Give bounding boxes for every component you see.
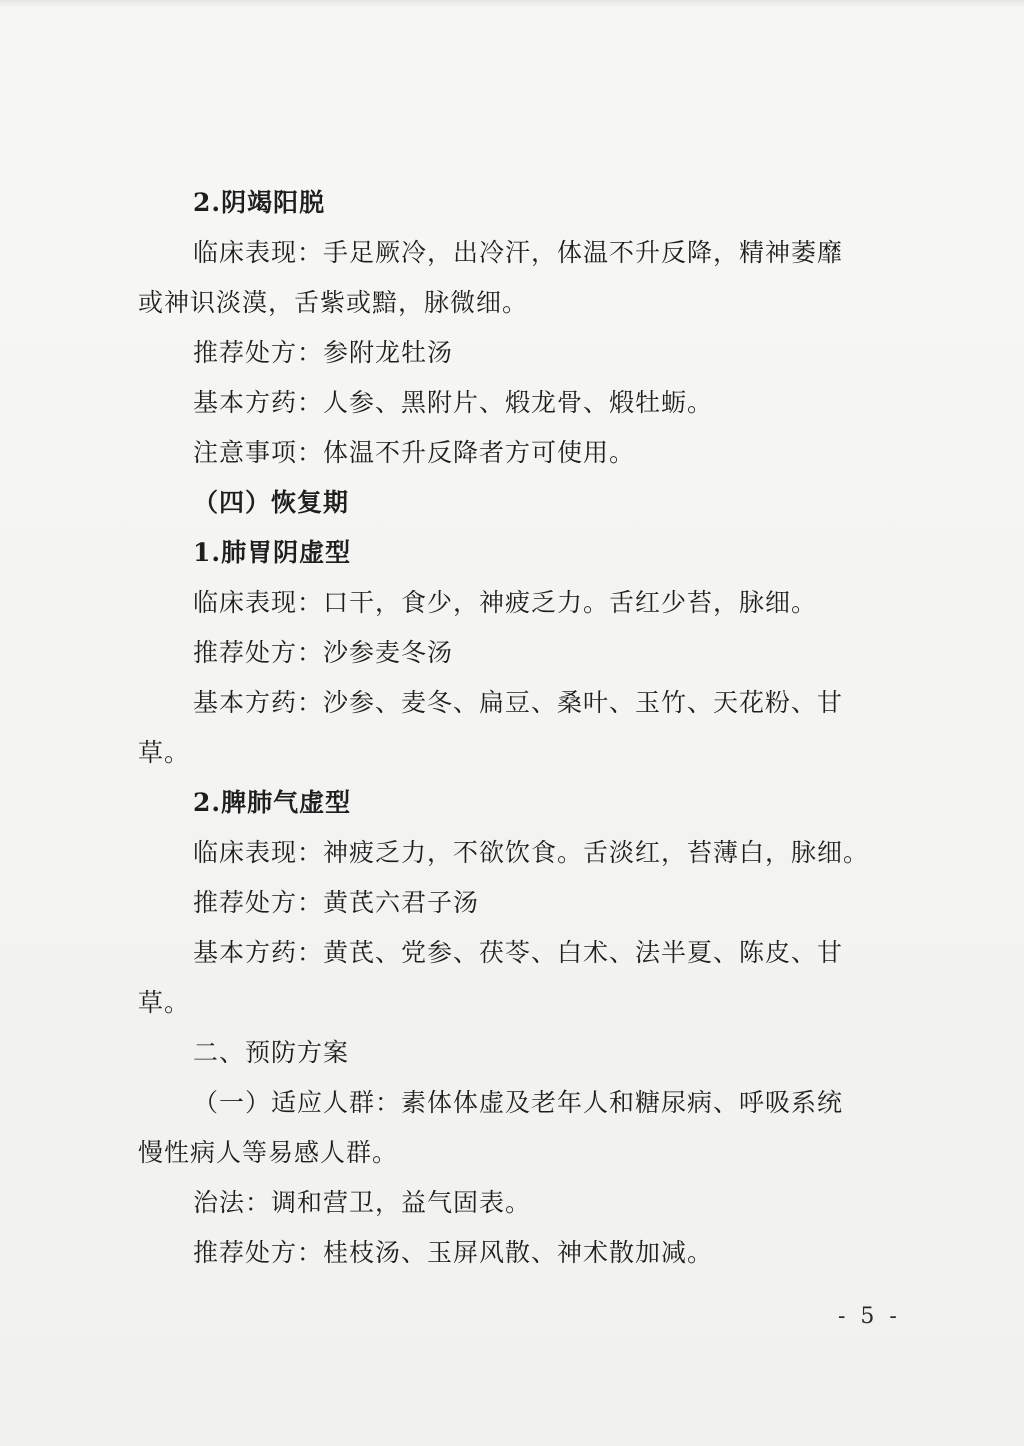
text-line: （一）适应人群：素体体虚及老年人和糖尿病、呼吸系统 [193, 1088, 844, 1117]
text-line: 二、预防方案 [193, 1038, 350, 1067]
text-line: 或神识淡漠，舌紫或黯，脉微细。 [138, 288, 529, 317]
text-line: 基本方药：人参、黑附片、煅龙骨、煅牡蛎。 [193, 388, 714, 417]
section-heading: 1.肺胃阴虚型 [193, 538, 352, 567]
text-line: 临床表现：口干，食少，神疲乏力。舌红少苔，脉细。 [193, 588, 818, 617]
document-body [138, 178, 883, 1278]
text-line: 推荐处方：黄芪六君子汤 [193, 888, 480, 917]
text-line: 临床表现：神疲乏力，不欲饮食。舌淡红，苔薄白，脉细。 [193, 838, 870, 867]
section-heading: （四）恢复期 [193, 488, 350, 517]
page-number: - 5 - [838, 1304, 901, 1329]
section-heading: 2.脾肺气虚型 [193, 788, 352, 817]
text-line: 注意事项：体温不升反降者方可使用。 [193, 438, 636, 467]
text-line: 推荐处方：桂枝汤、玉屏风散、神术散加减。 [193, 1238, 714, 1267]
text-line: 慢性病人等易感人群。 [138, 1138, 399, 1167]
page-top-edge [0, 0, 1024, 8]
text-line: 基本方药：沙参、麦冬、扁豆、桑叶、玉竹、天花粉、甘 [193, 688, 844, 717]
text-line: 草。 [138, 738, 191, 767]
text-line: 基本方药：黄芪、党参、茯苓、白术、法半夏、陈皮、甘 [193, 938, 844, 967]
text-line: 治法：调和营卫，益气固表。 [193, 1188, 532, 1217]
section-heading: 2.阴竭阳脱 [193, 188, 326, 217]
text-line: 推荐处方：沙参麦冬汤 [193, 638, 454, 667]
text-line: 推荐处方：参附龙牡汤 [193, 338, 454, 367]
text-line: 草。 [138, 988, 191, 1017]
text-line: 临床表现：手足厥冷，出冷汗，体温不升反降，精神萎靡 [193, 238, 844, 267]
